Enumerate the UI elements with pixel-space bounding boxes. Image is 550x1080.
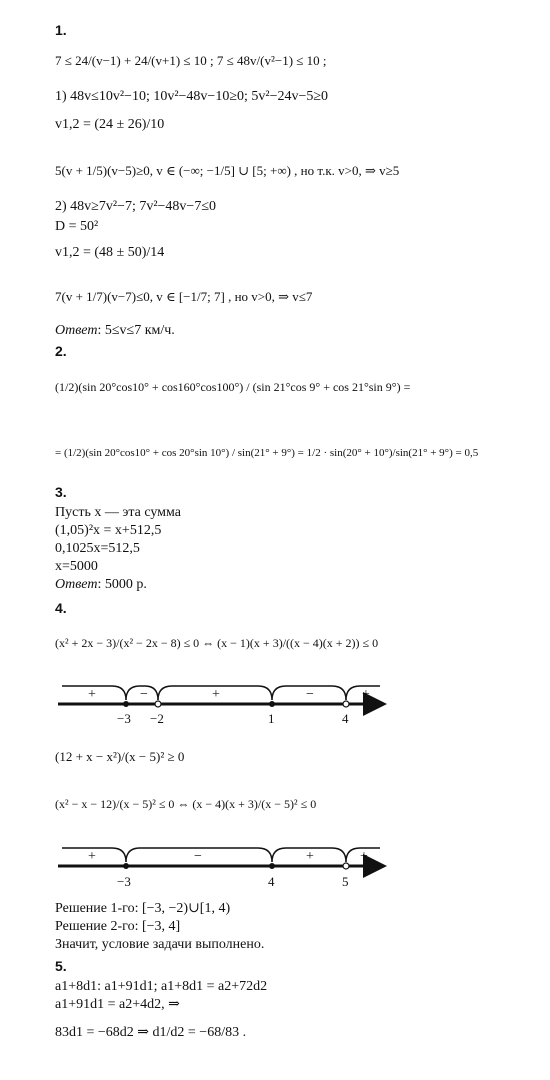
problem-1-line-3: v1,2 = (24 ± 26)/10 [55, 117, 165, 132]
tick-label: −3 [117, 874, 131, 889]
sign-label: − [194, 849, 202, 864]
open-point [343, 863, 349, 869]
problem-3-line-2: (1,05)²x = x+512,5 [55, 523, 162, 538]
answer-label: Ответ [55, 577, 98, 592]
problem-1-line-5: 2) 48v≥7v²−7; 7v²−48v−7≤0 [55, 199, 216, 214]
answer-text: : 5≤v≤7 км/ч. [97, 323, 175, 338]
problem-3-line-1: Пусть x — эта сумма [55, 505, 182, 520]
answer-text: : 5000 р. [97, 577, 147, 592]
tick-label: 1 [268, 711, 275, 726]
sign-label: + [306, 849, 314, 864]
problem-1-number: 1. [55, 22, 67, 38]
sign-label: + [362, 687, 370, 702]
problem-4-number: 4. [55, 600, 67, 616]
tick-label: −2 [150, 711, 164, 726]
sign-label: + [360, 849, 368, 864]
tick-label: −3 [117, 711, 131, 726]
problem-4-line-5: Решение 2-го: [−3, 4] [55, 919, 181, 934]
problem-1-line-2: 1) 48v≤10v²−10; 10v²−48v−10≥0; 5v²−24v−5≥0 [55, 89, 329, 104]
problem-1-line-6: D = 50² [55, 219, 99, 234]
sign-label: + [88, 687, 96, 702]
closed-point [269, 863, 275, 869]
problem-1-line-8: 7(v + 1/7)(v−7)≤0, v ∈ [−1/7; 7] , но v>0, ⇒ v≤7 [55, 289, 313, 304]
tick-label: 5 [342, 874, 349, 889]
problem-4-line-6: Значит, условие задачи выполнено. [55, 937, 265, 952]
closed-point [123, 701, 129, 707]
problem-1-line-7: v1,2 = (48 ± 50)/14 [55, 245, 165, 260]
number-line-1 [58, 686, 384, 726]
sign-label: − [140, 687, 148, 702]
number-line-2 [58, 848, 384, 889]
problem-5-line-3: 83d1 = −68d2 ⇒ d1/d2 = −68/83 . [55, 1025, 247, 1040]
tick-label: 4 [342, 711, 349, 726]
tick-label: 4 [268, 874, 275, 889]
problem-4-line-2: (12 + x − x²)/(x − 5)² ≥ 0 [55, 749, 185, 764]
problem-3-line-3: 0,1025x=512,5 [55, 541, 140, 556]
problem-2-line-2: = (1/2)(sin 20°cos10° + cos 20°sin 10°) / sin(21° + 9°) = 1/2 · sin(20° + 10°)/sin(21° + 9°) = 0,5 [55, 447, 479, 459]
problem-4-line-3: (x² − x − 12)/(x − 5)² ≤ 0 ⇔ (x − 4)(x + 3)/(x − 5)² ≤ 0 [55, 797, 317, 811]
problem-4-line-4: Решение 1-го: [−3, −2)∪[1, 4) [55, 901, 231, 916]
sign-label: + [212, 687, 220, 702]
problem-2-number: 2. [55, 343, 67, 359]
answer-label: Ответ [55, 323, 98, 338]
problem-3-line-4: x=5000 [55, 559, 98, 574]
sign-label: + [88, 849, 96, 864]
problem-5-line-2: a1+91d1 = a2+4d2, ⇒ [55, 997, 180, 1012]
open-point [343, 701, 349, 707]
problem-5-line-1: a1+8d1: a1+91d1; a1+8d1 = a2+72d2 [55, 979, 268, 994]
open-point [155, 701, 161, 707]
sign-label: − [306, 687, 314, 702]
closed-point [269, 701, 275, 707]
problem-1-line-1: 7 ≤ 24/(v−1) + 24/(v+1) ≤ 10 ; 7 ≤ 48v/(v²−1) ≤ 10 ; [55, 53, 327, 68]
problem-3-number: 3. [55, 484, 67, 500]
problem-5-number: 5. [55, 958, 67, 974]
problem-4-line-1: (x² + 2x − 3)/(x² − 2x − 8) ≤ 0 ⇔ (x − 1)(x + 3)/((x − 4)(x + 2)) ≤ 0 [55, 636, 379, 650]
closed-point [123, 863, 129, 869]
problem-1-line-4: 5(v + 1/5)(v−5)≥0, v ∈ (−∞; −1/5] ∪ [5; +∞) , но т.к. v>0, ⇒ v≥5 [55, 163, 400, 178]
problem-2-line-1: (1/2)(sin 20°cos10° + cos160°cos100°) / (sin 21°cos 9° + cos 21°sin 9°) = [55, 380, 411, 394]
